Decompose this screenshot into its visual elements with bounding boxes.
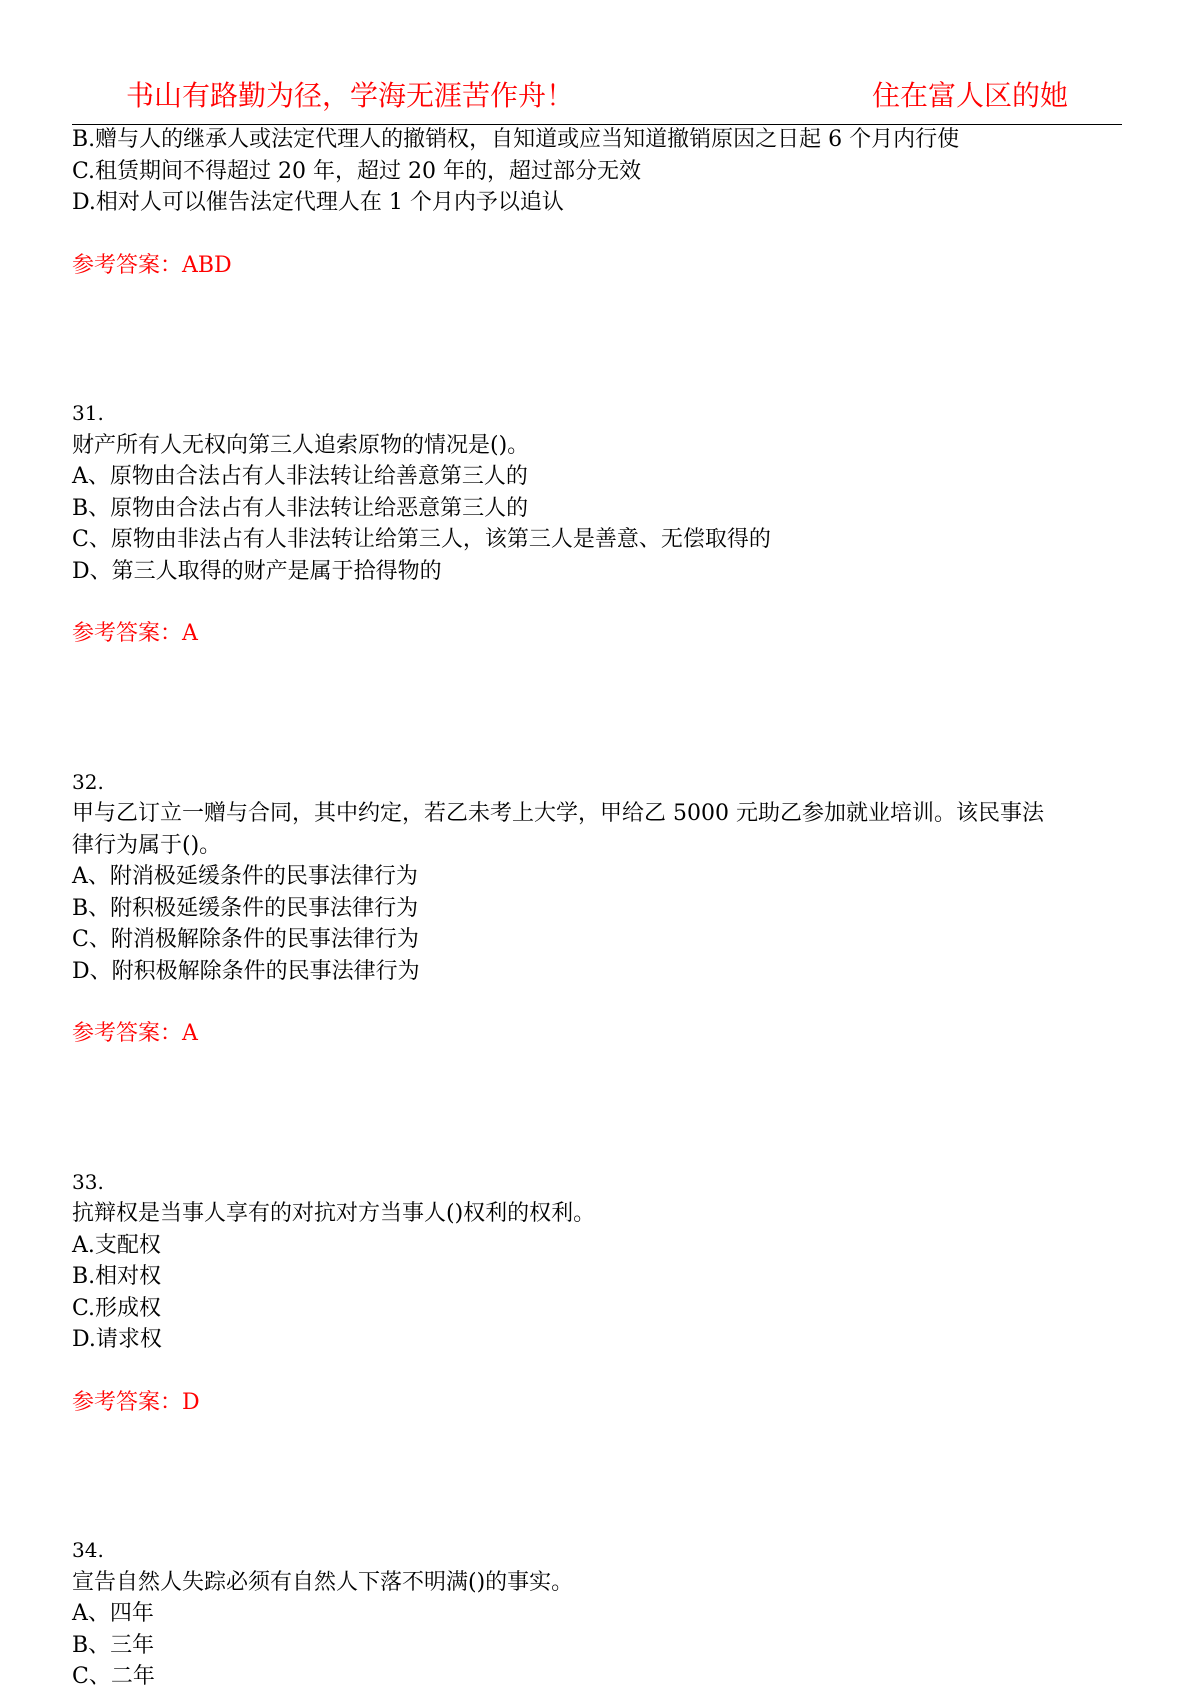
question-33 — [72, 1167, 1122, 1419]
reference-answer: 参考答案：A — [72, 621, 198, 646]
question-number: 31. — [72, 401, 104, 425]
option-line: D、附积极解除条件的民事法律行为 — [72, 958, 420, 984]
option-line: A、附消极延缓条件的民事法律行为 — [72, 864, 418, 889]
question-text: 律行为属于()。 — [72, 832, 222, 858]
page-header — [72, 78, 1122, 125]
option-line: C.租赁期间不得超过 20 年，超过 20 年的，超过部分无效 — [72, 158, 642, 184]
question-text: 财产所有人无权向第三人追索原物的情况是()。 — [72, 432, 530, 458]
question-number: 34. — [72, 1538, 104, 1562]
option-line: B.相对权 — [72, 1264, 162, 1289]
option-line: D.相对人可以催告法定代理人在 1 个月内予以追认 — [72, 190, 564, 215]
question-text: 甲与乙订立一赠与合同，其中约定，若乙未考上大学，甲给乙 5000 元助乙参加就业培训。该民事法 — [72, 801, 1044, 826]
option-line: B、原物由合法占有人非法转让给恶意第三人的 — [72, 495, 529, 521]
option-line: C.形成权 — [72, 1295, 162, 1321]
reference-answer: 参考答案：ABD — [72, 252, 232, 278]
question-number: 33. — [72, 1169, 104, 1194]
option-line: D、第三人取得的财产是属于拾得物的 — [72, 558, 442, 584]
question-32 — [72, 767, 1122, 1050]
header-author: 住在富人区的她 — [871, 79, 1068, 112]
question-text: 抗辩权是当事人享有的对抗对方当事人()权利的权利。 — [72, 1201, 596, 1226]
option-line: A.支配权 — [72, 1232, 161, 1258]
option-line: B、三年 — [72, 1632, 155, 1658]
question-number: 32. — [72, 769, 104, 794]
option-line: B.赠与人的继承人或法定代理人的撤销权，自知道或应当知道撤销原因之日起 6 个月内行使 — [72, 127, 960, 152]
question-text: 宣告自然人失踪必须有自然人下落不明满()的事实。 — [72, 1569, 574, 1595]
reference-answer: 参考答案：D — [72, 1389, 200, 1415]
header-motto: 书山有路勤为径，学海无涯苦作舟！ — [126, 79, 575, 112]
option-line: D.请求权 — [72, 1327, 162, 1352]
question-30-continued — [72, 124, 1122, 281]
reference-answer: 参考答案：A — [72, 1021, 198, 1046]
option-line: C、原物由非法占有人非法转让给第三人，该第三人是善意、无偿取得的 — [72, 527, 771, 552]
option-line: A、四年 — [72, 1601, 154, 1626]
option-line: A、原物由合法占有人非法转让给善意第三人的 — [72, 464, 528, 489]
question-31 — [72, 398, 1122, 650]
option-line: C、附消极解除条件的民事法律行为 — [72, 927, 419, 952]
document-body — [72, 124, 1122, 1693]
option-line: C、二年 — [72, 1664, 155, 1689]
option-line: B、附积极延缓条件的民事法律行为 — [72, 895, 419, 921]
question-34 — [72, 1535, 1122, 1693]
